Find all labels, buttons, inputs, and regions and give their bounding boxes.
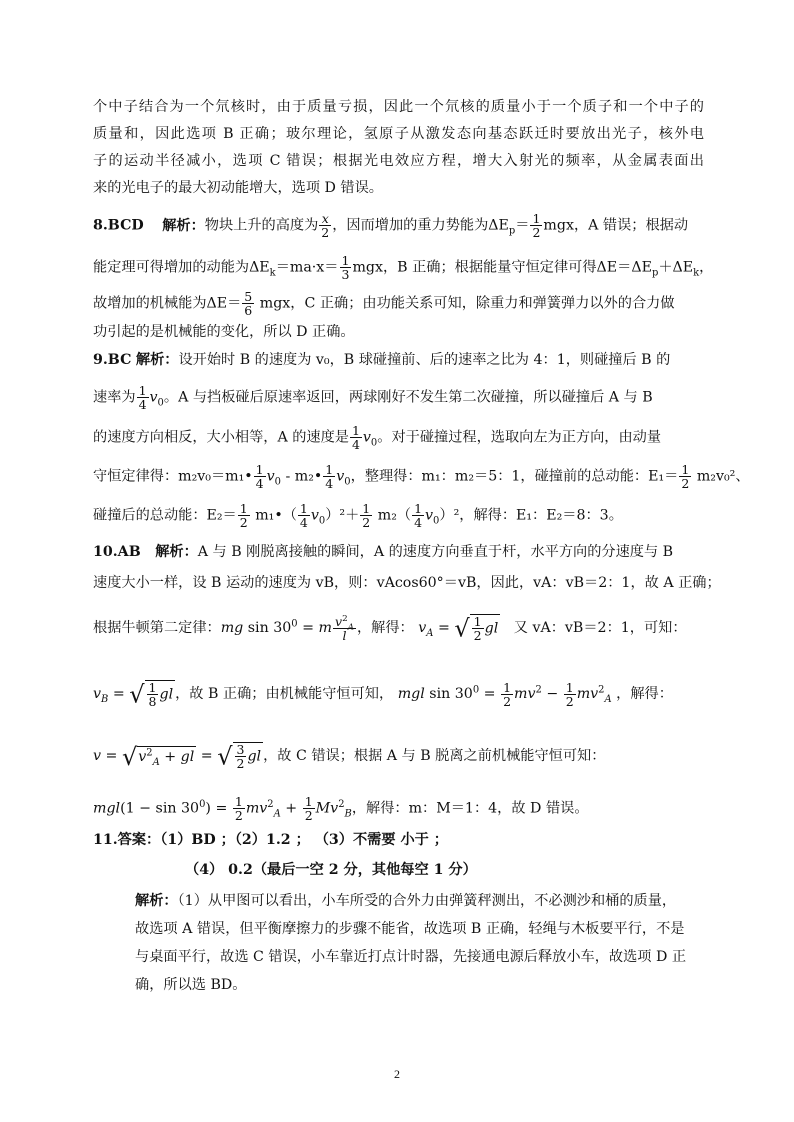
q7-line-4: 来的光电子的最大初动能增大，选项 D 错误。 bbox=[93, 180, 383, 196]
q10-line-5: $v = √v^2_A$ + gl = √ $\frac{3}{2}$ gl ，故 C 错误；根据 A 与 B 脱离之前机械能守恒可知： bbox=[93, 742, 606, 771]
q10-line-4: $v_B$ = √ $\frac{1}{8}$ gl ，故 B 正确；由机械能守恒可知， mgl $\sin 30^0$ = $\frac{1}{2}$ $mv^2$ − $\frac{1}{2}$ $mv^2_A$ ，解得： bbox=[93, 679, 673, 709]
q8-line-1: 8.BCD 解析：物块上升的高度为 $\frac{x}{2}$ ，因而增加的重力势能为$\Delta E_p=$ $\frac{1}{2}$ mgx，A 错误；根据动 bbox=[93, 211, 689, 240]
q11-answer-line-2: （4） 0.2（最后一空 2 分，其他每空 1 分） bbox=[185, 862, 477, 878]
q10-label: 10.AB bbox=[93, 544, 141, 560]
q9-line-3: 的速度方向相反，大小相等，A 的速度是 $\frac{1}{4}$ $v_0$。对于碰撞过程，选取向左为正方向，由动量 bbox=[93, 423, 662, 452]
q8-label: 8.BCD bbox=[93, 217, 144, 234]
q11-line-3: 与桌面平行，故选 C 错误，小车靠近打点计时器，先接通电源后释放小车，故选项 D 正 bbox=[135, 949, 687, 965]
q11-line-2: 故选项 A 错误，但平衡摩擦力的步骤不能省，故选项 B 正确，轻绳与木板要平行，不是 bbox=[135, 921, 685, 937]
q9-line-1: 9.BC 解析：设开始时 B 的速度为 v₀，B 球碰撞前、后的速率之比为 4：1，则碰撞后 B 的 bbox=[93, 352, 671, 368]
q9-jiexi: 解析： bbox=[135, 352, 179, 368]
q9-line-2: 速率为 $\frac{1}{4}$ $v_0$。A 与挡板碰后原速率返回，两球刚好不发生第二次碰撞，所以碰撞后 A 与 B bbox=[93, 383, 653, 412]
frac-5-6: $\frac{5}{6}$ bbox=[244, 289, 253, 318]
q9-line-4: 守恒定律得：m₂v₀＝m₁• $\frac{1}{4}$ $v_0$ - m₂• $\frac{1}{4}$ $v_0$，整理得：m₁：m₂＝5：1，碰撞前的总动能：E₁＝ $\frac{1}{2}$ m₂v₀²、 bbox=[93, 462, 750, 491]
q11-line-4: 确，所以选 BD。 bbox=[135, 977, 247, 993]
page-number: 2 bbox=[394, 1067, 400, 1081]
q10-line-6: $mgl(1 - \sin 30^0)$ = $\frac{1}{2}$ $mv^2_A$ + $\frac{1}{2}$ $Mv^2_B$，解得：m：M＝1：4，故 D 错误。 bbox=[93, 794, 589, 823]
q10-line-3: 根据牛顿第二定律：mg $\sin 30^0 = m$ $\frac{v^2_A}{l}$ ，解得： $v_A$ = √ $\frac{1}{2}$ gl 又 vA：vB＝2：1，可知： bbox=[93, 613, 687, 643]
q8-line-3: 故增加的机械能为ΔE＝ $\frac{5}{6}$ mgx，C 正确；由功能关系可知，除重力和弹簧弹力以外的合力做 bbox=[93, 289, 675, 318]
q11-answer-line-1: 11.答案：（1）BD ；（2）1.2 ； （3）不需要 小于 ； bbox=[93, 832, 448, 848]
q9-label: 9.BC bbox=[93, 352, 132, 368]
q10-jiexi: 解析： bbox=[155, 544, 198, 560]
q9-line-5: 碰撞后的总动能：E₂＝ $\frac{1}{2}$ m₁•（ $\frac{1}{4}$ $v_0)^2+$ $\frac{1}{2}$ m₂（ $\frac{1}{4}$ $v_0)^2$，解得：E₁：E₂＝8：3。 bbox=[93, 501, 623, 530]
q7-line-2: 质量和，因此选项 B 正确；玻尔理论，氢原子从激发态向基态跃迁时要放出光子，核外电 bbox=[93, 126, 704, 142]
q8-line-2: 能定理可得增加的动能为$\Delta E_k=ma\cdot x=$ $\frac{1}{3}$ mgx，B 正确；根据能量守恒定律可得$\Delta E=\Delta E_p+\Delta E_k$， bbox=[93, 253, 714, 282]
frac-x-2: $\frac{x}{2}$ bbox=[321, 211, 330, 240]
q8-line-4: 功引起的是机械能的变化，所以 D 正确。 bbox=[93, 324, 355, 340]
q7-line-3: 子的运动半径减小，选项 C 错误；根据光电效应方程，增大入射光的频率，从金属表面出 bbox=[93, 153, 704, 169]
q7-line-1: 个中子结合为一个氘核时，由于质量亏损，因此一个氘核的质量小于一个质子和一个中子的 bbox=[93, 99, 704, 115]
frac-1-2: $\frac{1}{2}$ bbox=[532, 211, 541, 240]
q8-jiexi: 解析： bbox=[162, 217, 205, 234]
q11-line-1: 解析：（1）从甲图可以看出，小车所受的合外力由弹簧秤测出，不必测沙和桶的质量， bbox=[135, 893, 677, 909]
q10-line-2: 速度大小一样，设 B 运动的速度为 vB，则：vAcos60°＝vB，因此，vA：vB＝2：1，故 A 正确； bbox=[93, 575, 721, 591]
q10-line-1: 10.AB 解析：A 与 B 刚脱离接触的瞬间，A 的速度方向垂直于杆，水平方向的分速度与 B bbox=[93, 544, 674, 560]
q11-jiexi: 解析： bbox=[135, 893, 178, 909]
frac-1-3: $\frac{1}{3}$ bbox=[341, 253, 350, 282]
